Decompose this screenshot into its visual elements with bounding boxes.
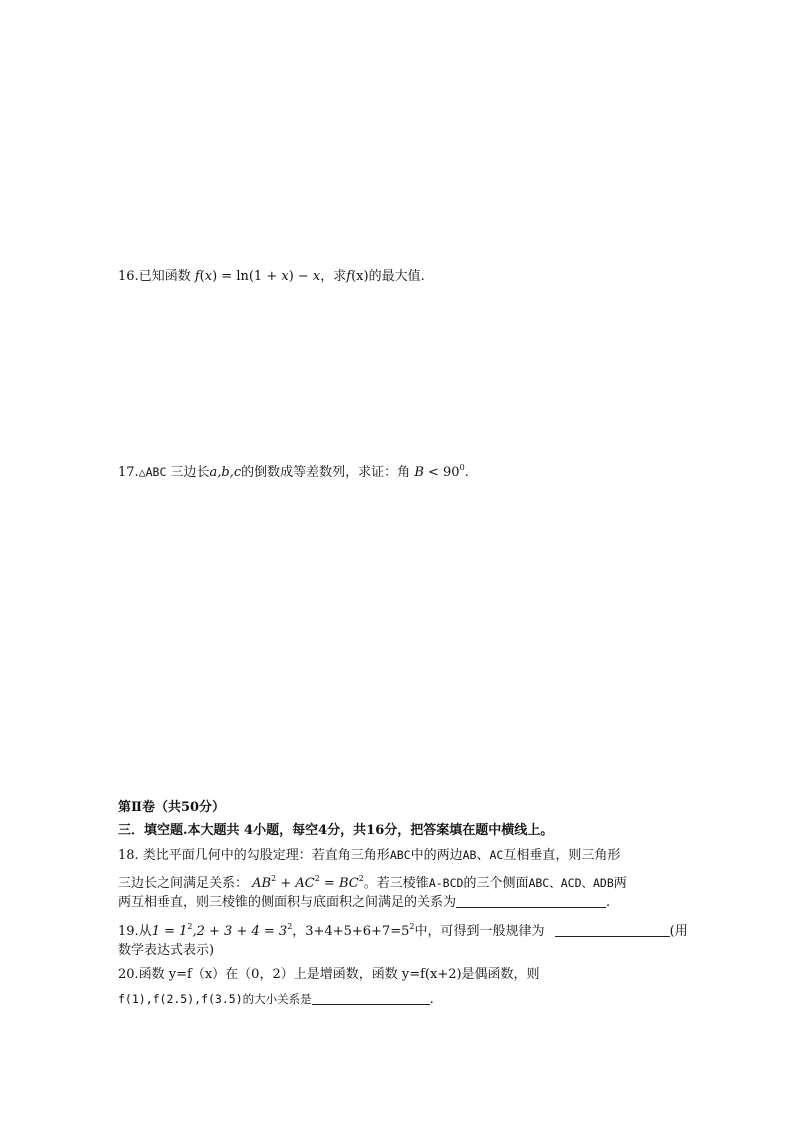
formula-vars: a,b,c: [209, 465, 242, 480]
formula-compare: < 90: [423, 465, 460, 480]
formula-term: ，3+4+5+6+7=5: [292, 924, 410, 939]
question-text: 中的两边: [410, 848, 463, 863]
question-text: .: [429, 992, 434, 1007]
formula-superscript: 2: [187, 922, 193, 931]
question-text: 、: [476, 848, 490, 863]
question-text: .: [606, 895, 611, 910]
formula-minus: ) −: [288, 269, 313, 284]
formula-term: AB: [252, 876, 272, 891]
question-19-line-1: [118, 917, 688, 942]
formula-var-x: x: [204, 269, 213, 284]
formula-var-x: x: [312, 269, 321, 284]
question-18-line-2: [118, 869, 627, 894]
question-17: [118, 458, 469, 483]
question-text: 三边长: [166, 465, 210, 480]
formula-term: = BC: [319, 876, 359, 891]
formula-term: ,2 + 3 + 4 = 3: [192, 924, 288, 939]
answer-blank[interactable]: [555, 923, 670, 937]
segment-label: AC: [489, 848, 504, 862]
question-text: 两互相垂直，则三棱锥的侧面积与底面积之间满足的关系为: [118, 895, 457, 910]
degree-superscript: 0: [459, 463, 465, 472]
answer-blank[interactable]: [312, 991, 430, 1005]
question-number: 17.: [118, 465, 139, 480]
formula-paren-close: ): [212, 269, 218, 284]
question-text: 中，可得到一般规律为: [414, 924, 545, 939]
answer-blank[interactable]: [456, 894, 606, 908]
question-16: [118, 267, 425, 287]
formula-superscript: 2: [314, 874, 320, 883]
question-text: 18. 类比平面几何中的勾股定理：若直角三角形: [118, 848, 390, 863]
formula-term: + AC: [276, 876, 315, 891]
angle-label: B: [414, 465, 424, 480]
tetrahedron-label: A-BCD: [428, 876, 464, 890]
formula-f: f: [194, 269, 200, 284]
question-text: 互相垂直，则三角形: [503, 848, 621, 863]
section-title: 第Ⅱ卷（共50分）: [118, 800, 226, 815]
formula-paren-open: (: [199, 269, 205, 284]
face-labels: ABC、ACD、ADB: [528, 876, 614, 890]
formula-f: f: [346, 269, 352, 284]
question-text: 的三个侧面: [463, 876, 529, 891]
formula-superscript: 2: [271, 874, 277, 883]
formula-superscript: 2: [358, 874, 364, 883]
question-text: (用: [669, 924, 688, 939]
formula-superscript: 2: [287, 922, 293, 931]
question-20-line-2: [118, 989, 434, 1010]
question-text: 的最大值.: [368, 269, 425, 284]
question-text: 19.从: [118, 924, 152, 939]
segment-label: AB: [462, 848, 477, 862]
question-text: 已知函数: [138, 269, 191, 284]
question-text: ，求: [320, 269, 347, 284]
question-text: 三边长之间满足关系：: [118, 876, 249, 891]
question-text: f(1),f(2.5),f(3.5)的大小关系是: [118, 992, 312, 1006]
question-number: 16.: [118, 269, 139, 284]
question-20-line-1: 20.函数 y=f（x）在（0，2）上是增函数，函数 y=f(x+2)是偶函数，则: [118, 967, 540, 982]
formula-term: 1 = 1: [151, 924, 188, 939]
question-text: 的倒数成等差数列，求证：角: [241, 465, 411, 480]
question-19-line-2: 数学表达式表示): [118, 943, 215, 958]
formula-ln: = ln(1 +: [217, 269, 282, 284]
formula-arg: (x): [351, 269, 369, 284]
formula-superscript: 2: [409, 922, 415, 931]
question-18-line-1: [118, 845, 620, 866]
question-text: .: [464, 465, 469, 480]
section-instructions: 三．填空题.本大题共 4小题，每空4分，共16分，把答案填在题中横线上。: [118, 823, 554, 838]
triangle-label: △ABC: [138, 465, 167, 479]
question-18-line-3: [118, 893, 610, 913]
formula-var-x: x: [281, 269, 289, 284]
question-text: 两: [613, 876, 627, 891]
triangle-label: ABC: [389, 848, 411, 862]
question-text: 。若三棱锥: [363, 876, 429, 891]
